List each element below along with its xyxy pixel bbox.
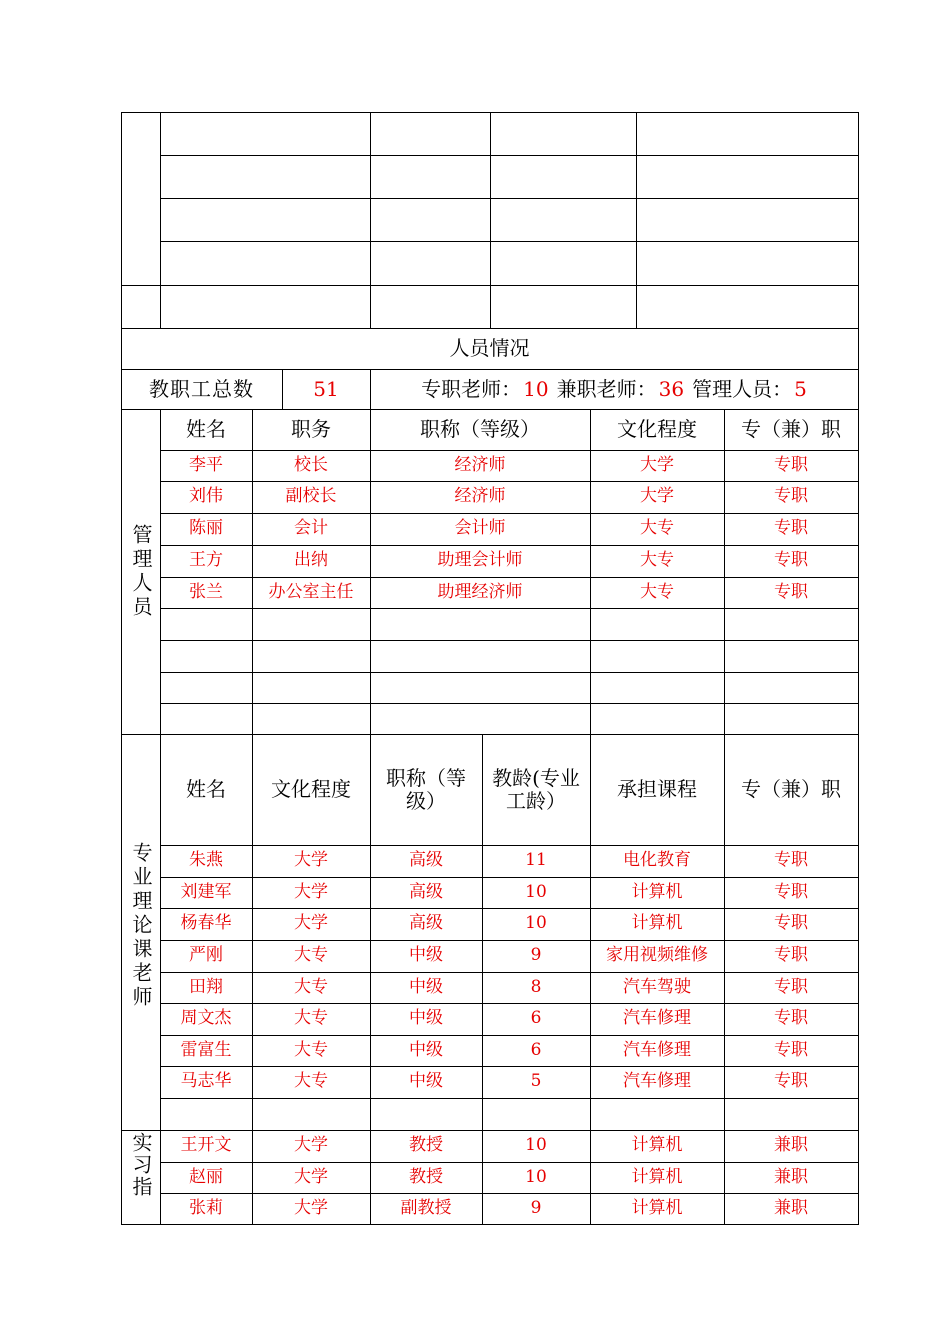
practice-cell: 兼职 (774, 1197, 808, 1218)
management-side-label: 管理人员 (129, 523, 153, 620)
practice-cell: 教授 (409, 1135, 443, 1156)
theory-cell: 电化教育 (623, 850, 691, 871)
mgmt-cell: 专职 (774, 454, 808, 475)
theory-cell: 中级 (409, 1071, 443, 1092)
mgmt-cell: 经济师 (454, 486, 506, 507)
theory-cell: 9 (530, 945, 542, 966)
practice-cell: 10 (525, 1135, 547, 1156)
mgmt-cell: 专职 (774, 518, 808, 539)
theory-header-education: 文化程度 (271, 777, 351, 801)
practice-cell: 教授 (409, 1166, 443, 1187)
mgmt-cell: 经济师 (454, 454, 506, 475)
parttime-value: 36 (658, 376, 685, 401)
mgmt-cell: 助理经济师 (437, 581, 523, 602)
mgmt-cell: 大专 (640, 518, 674, 539)
practice-cell: 王开文 (180, 1135, 232, 1156)
practice-side-label: 实习指 (129, 1132, 153, 1198)
theory-cell: 周文杰 (180, 1008, 232, 1029)
theory-cell: 大专 (294, 1039, 328, 1060)
mgmt-cell: 大学 (640, 486, 674, 507)
mgmt-cell: 李平 (189, 454, 223, 475)
practice-cell: 兼职 (774, 1135, 808, 1156)
parttime-label: 兼职老师： (556, 376, 657, 401)
theory-cell: 大专 (294, 945, 328, 966)
theory-cell: 专职 (774, 913, 808, 934)
theory-cell: 刘建军 (180, 881, 232, 902)
theory-cell: 计算机 (631, 913, 683, 934)
fulltime-value: 10 (523, 376, 549, 401)
theory-cell: 大专 (294, 1071, 328, 1092)
theory-header-name: 姓名 (186, 777, 226, 801)
mgmt-cell: 王方 (189, 550, 223, 571)
theory-cell: 10 (525, 881, 547, 902)
mgmt-cell: 大专 (640, 550, 674, 571)
theory-cell: 汽车修理 (623, 1071, 691, 1092)
mgmt-cell: 大学 (640, 454, 674, 475)
theory-cell: 大专 (294, 976, 328, 997)
theory-cell: 6 (530, 1008, 542, 1029)
theory-cell: 中级 (409, 976, 443, 997)
mgmt-cell: 出纳 (294, 550, 328, 571)
mgmt-header-name: 姓名 (186, 417, 226, 441)
theory-header-teaching-years: 教龄(专业工龄） (492, 765, 580, 813)
theory-cell: 中级 (409, 945, 443, 966)
practice-cell: 大学 (294, 1135, 328, 1156)
mgmt-cell: 校长 (294, 454, 328, 475)
theory-cell: 高级 (409, 881, 443, 902)
mgmt-header-education: 文化程度 (617, 417, 697, 441)
theory-cell: 家用视频维修 (606, 945, 708, 966)
practice-cell: 赵丽 (189, 1166, 223, 1187)
theory-side-label: 专业理论课老师 (129, 842, 153, 1010)
admin-label: 管理人员： (692, 376, 793, 401)
theory-cell: 田翔 (189, 976, 223, 997)
mgmt-cell: 专职 (774, 486, 808, 507)
practice-cell: 计算机 (631, 1135, 683, 1156)
fulltime-label: 专职老师： (421, 376, 522, 401)
staff-breakdown (370, 369, 858, 409)
theory-cell: 中级 (409, 1039, 443, 1060)
mgmt-header-title: 职称（等级） (420, 417, 540, 441)
mgmt-cell: 副校长 (285, 486, 337, 507)
theory-cell: 中级 (409, 1008, 443, 1029)
theory-cell: 严刚 (189, 945, 223, 966)
total-staff-label: 教职工总数 (149, 376, 254, 401)
theory-cell: 大学 (294, 850, 328, 871)
mgmt-cell: 大专 (640, 581, 674, 602)
theory-cell: 大学 (294, 913, 328, 934)
theory-cell: 专职 (774, 850, 808, 871)
theory-cell: 专职 (774, 945, 808, 966)
admin-value: 5 (794, 376, 807, 401)
theory-cell: 朱燕 (189, 850, 223, 871)
theory-cell: 大专 (294, 1008, 328, 1029)
theory-cell: 计算机 (631, 881, 683, 902)
mgmt-cell: 陈丽 (189, 518, 223, 539)
practice-cell: 10 (525, 1166, 547, 1187)
theory-header-employment: 专（兼）职 (741, 777, 841, 801)
mgmt-cell: 办公室主任 (268, 581, 354, 602)
section-title: 人员情况 (449, 336, 530, 360)
theory-cell: 汽车修理 (623, 1008, 691, 1029)
theory-cell: 高级 (409, 850, 443, 871)
theory-cell: 杨春华 (180, 913, 232, 934)
theory-cell: 11 (525, 850, 547, 871)
practice-cell: 副教授 (400, 1197, 452, 1218)
theory-cell: 大学 (294, 881, 328, 902)
theory-cell: 专职 (774, 1008, 808, 1029)
mgmt-header-position: 职务 (291, 417, 331, 441)
theory-cell: 专职 (774, 1039, 808, 1060)
practice-cell: 计算机 (631, 1197, 683, 1218)
theory-cell: 10 (525, 913, 547, 934)
total-staff-value: 51 (313, 376, 339, 401)
practice-cell: 计算机 (631, 1166, 683, 1187)
practice-cell: 兼职 (774, 1166, 808, 1187)
theory-cell: 高级 (409, 913, 443, 934)
practice-cell: 大学 (294, 1197, 328, 1218)
theory-header-title: 职称（等级） (386, 765, 466, 813)
practice-cell: 9 (530, 1197, 542, 1218)
theory-header-course: 承担课程 (617, 777, 697, 801)
mgmt-cell: 助理会计师 (437, 550, 523, 571)
practice-cell: 大学 (294, 1166, 328, 1187)
theory-cell: 6 (530, 1039, 542, 1060)
theory-cell: 专职 (774, 881, 808, 902)
theory-cell: 汽车驾驶 (623, 976, 691, 997)
mgmt-cell: 张兰 (189, 581, 223, 602)
mgmt-cell: 会计 (294, 518, 328, 539)
theory-cell: 专职 (774, 976, 808, 997)
theory-cell: 5 (530, 1071, 542, 1092)
mgmt-cell: 专职 (774, 581, 808, 602)
theory-cell: 汽车修理 (623, 1039, 691, 1060)
mgmt-cell: 专职 (774, 550, 808, 571)
mgmt-cell: 刘伟 (189, 486, 223, 507)
theory-cell: 马志华 (180, 1071, 232, 1092)
mgmt-cell: 会计师 (454, 518, 506, 539)
theory-cell: 雷富生 (180, 1039, 232, 1060)
practice-cell: 张莉 (189, 1197, 223, 1218)
mgmt-header-employment: 专（兼）职 (741, 417, 841, 441)
theory-cell: 8 (530, 976, 542, 997)
theory-cell: 专职 (774, 1071, 808, 1092)
